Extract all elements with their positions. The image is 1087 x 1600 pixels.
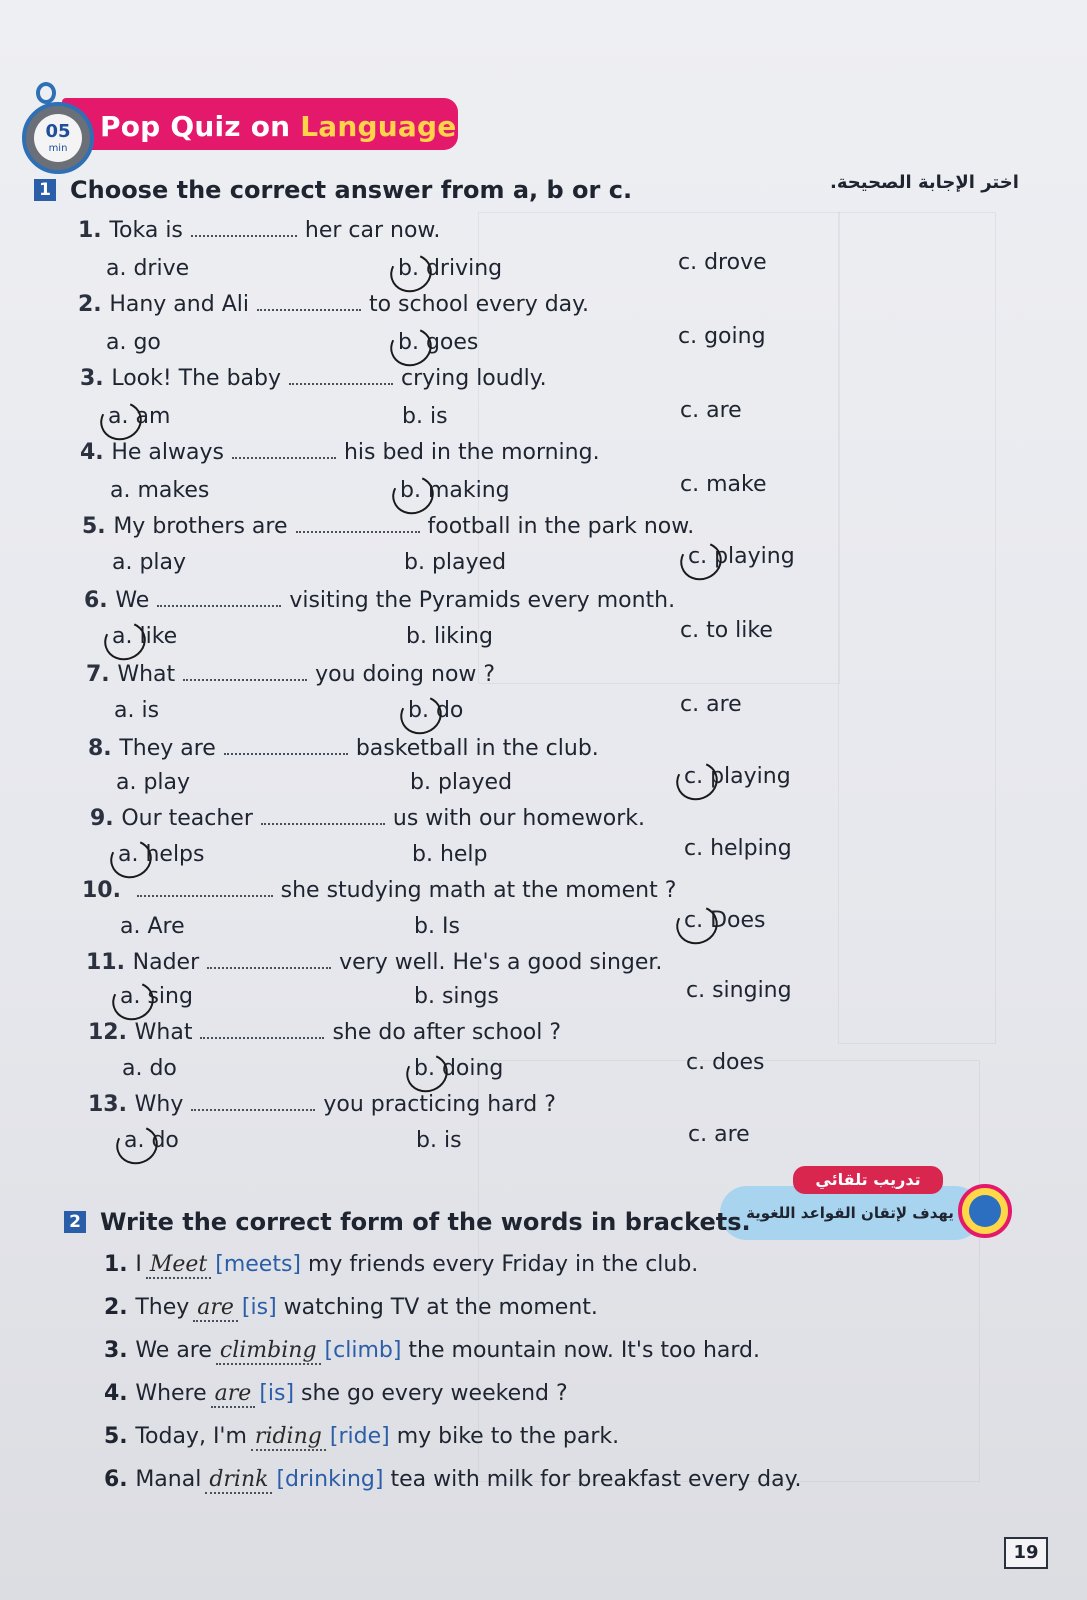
option-b: b. goes [398, 330, 479, 355]
question-text-after: she studying math at the moment ? [280, 878, 677, 903]
answer-blank [289, 369, 393, 385]
question-text-before: Our teacher [121, 806, 253, 831]
option-c: c. are [680, 692, 742, 717]
question-text-after: you practicing hard ? [323, 1092, 556, 1117]
option-b: b. doing [414, 1056, 504, 1081]
question-text-before: What [134, 1020, 193, 1045]
option-c: c. going [678, 324, 766, 349]
item-number: 6. [104, 1467, 136, 1492]
question-text-after: she do after school ? [332, 1020, 562, 1045]
alarm-clock-icon [958, 1184, 1012, 1238]
exercise-1-heading [34, 176, 632, 204]
question-number: 5. [82, 514, 114, 539]
option-a: a. is [114, 698, 160, 723]
question-number: 2. [78, 292, 110, 317]
option-a: a. makes [110, 478, 210, 503]
question-text-before: Look! The baby [111, 366, 282, 391]
item-text-before: Manal [135, 1467, 202, 1492]
answer-blank [296, 517, 420, 533]
option-a: a. am [108, 404, 171, 429]
question-text-after: to school every day. [368, 292, 590, 317]
bracket-word: [is] [241, 1295, 284, 1320]
item-number: 2. [104, 1295, 136, 1320]
question-number: 12. [88, 1020, 135, 1045]
item-text-after: my bike to the park. [396, 1424, 620, 1449]
answer-blank [261, 809, 385, 825]
option-c: c. are [680, 398, 742, 423]
option-b: b. is [402, 404, 448, 429]
bleed-through-table [838, 212, 996, 1044]
exercise-2-instruction: Write the correct form of the words in brackets. [100, 1208, 751, 1236]
question-text-after: her car now. [304, 218, 441, 243]
option-c: c. helping [684, 836, 792, 861]
option-c: c. playing [688, 544, 795, 569]
answer-blank [191, 221, 297, 237]
timer-knob [36, 82, 56, 104]
question-11 [86, 950, 662, 975]
question-4 [80, 440, 600, 465]
question-number: 6. [84, 588, 116, 613]
exercise-2-number: 2 [64, 1211, 86, 1233]
bracket-word: [meets] [215, 1252, 308, 1277]
answer-blank [137, 881, 273, 897]
answer-blank [207, 953, 331, 969]
handwritten-answer: riding [251, 1424, 326, 1451]
option-b: b. liking [406, 624, 493, 649]
bracket-word: [climb] [324, 1338, 409, 1363]
handwritten-answer: drink [205, 1467, 272, 1494]
question-text-after: you doing now ? [315, 662, 496, 687]
option-a: a. drive [106, 256, 190, 281]
option-a: a. do [124, 1128, 179, 1153]
bracket-word: [ride] [329, 1424, 397, 1449]
option-c: c. to like [680, 618, 773, 643]
question-number: 3. [80, 366, 112, 391]
item-text-before: Today, I'm [135, 1424, 247, 1449]
option-a: a. play [112, 550, 187, 575]
title-part-1: Pop Quiz on [100, 110, 291, 143]
stopwatch-icon [22, 102, 94, 174]
exercise-1-number: 1 [34, 179, 56, 201]
bracket-word: [is] [259, 1381, 302, 1406]
item-text-after: watching TV at the moment. [283, 1295, 598, 1320]
exercise-2-item-2 [104, 1295, 598, 1322]
item-text-before: I [135, 1252, 142, 1277]
handwritten-answer: climbing [216, 1338, 321, 1365]
question-text-after: visiting the Pyramids every month. [289, 588, 676, 613]
exercise-2-item-4 [104, 1381, 568, 1408]
exercise-2-item-6 [104, 1467, 801, 1494]
page-title [100, 110, 456, 143]
timer-unit: min [48, 143, 68, 154]
item-number: 4. [104, 1381, 136, 1406]
item-number: 5. [104, 1424, 136, 1449]
exercise-2-item-1 [104, 1252, 698, 1279]
question-number: 13. [88, 1092, 135, 1117]
question-text-before: Toka is [109, 218, 183, 243]
question-6 [84, 588, 675, 613]
question-text-before: Why [134, 1092, 184, 1117]
question-number: 11. [86, 950, 133, 975]
answer-blank [224, 739, 348, 755]
option-c: c. does [686, 1050, 765, 1075]
answer-blank [191, 1095, 315, 1111]
question-text-before: He always [111, 440, 224, 465]
exercise-1-arabic-instruction: اختر الإجابة الصحيحة. [830, 172, 1019, 193]
question-text-after: football in the park now. [427, 514, 695, 539]
option-b: b. Is [414, 914, 460, 939]
option-c: c. drove [678, 250, 767, 275]
question-number: 4. [80, 440, 112, 465]
option-b: b. do [408, 698, 464, 723]
question-text-before: We [115, 588, 150, 613]
question-text-before: They are [119, 736, 216, 761]
option-b: b. played [404, 550, 507, 575]
option-a: a. go [106, 330, 161, 355]
handwritten-answer: are [211, 1381, 256, 1408]
option-c: c. make [680, 472, 767, 497]
question-number: 7. [86, 662, 118, 687]
exercise-2-heading [64, 1208, 751, 1236]
option-b: b. is [416, 1128, 462, 1153]
question-5 [82, 514, 694, 539]
answer-blank [183, 665, 307, 681]
question-text-before: What [117, 662, 176, 687]
timer-number: 05 [45, 121, 71, 142]
question-number: 1. [78, 218, 110, 243]
item-number: 3. [104, 1338, 136, 1363]
question-9 [90, 806, 645, 831]
question-text-after: his bed in the morning. [343, 440, 600, 465]
item-text-after: my friends every Friday in the club. [307, 1252, 699, 1277]
answer-blank [157, 591, 281, 607]
question-number: 8. [88, 736, 120, 761]
question-text-before: Nader [132, 950, 200, 975]
option-a: a. helps [118, 842, 205, 867]
option-a: a. Are [120, 914, 185, 939]
question-text-after: very well. He's a good singer. [339, 950, 663, 975]
option-c: c. Does [684, 908, 766, 933]
tip-tag: تدريب تلقائي [793, 1166, 943, 1194]
question-12 [88, 1020, 561, 1045]
question-8 [88, 736, 599, 761]
question-number: 9. [90, 806, 122, 831]
option-b: b. making [400, 478, 510, 503]
handwritten-answer: Meet [146, 1252, 211, 1279]
option-b: b. help [412, 842, 488, 867]
option-b: b. driving [398, 256, 503, 281]
question-text-before: Hany and Ali [109, 292, 249, 317]
item-text-after: she go every weekend ? [301, 1381, 568, 1406]
option-b: b. sings [414, 984, 499, 1009]
answer-blank [257, 295, 361, 311]
answer-blank [232, 443, 336, 459]
question-text-after: us with our homework. [392, 806, 645, 831]
question-text-after: crying loudly. [401, 366, 547, 391]
option-a: a. sing [120, 984, 193, 1009]
question-text-after: basketball in the club. [355, 736, 599, 761]
option-b: b. played [410, 770, 513, 795]
item-text-after: tea with milk for breakfast every day. [390, 1467, 802, 1492]
item-text-before: They [135, 1295, 190, 1320]
option-a: a. play [116, 770, 191, 795]
question-3 [80, 366, 547, 391]
exercise-2-item-5 [104, 1424, 619, 1451]
tip-text: يهدف لإتقان القواعد اللغوية [746, 1204, 954, 1222]
question-1 [78, 218, 440, 243]
question-number: 10. [82, 878, 129, 903]
option-c: c. are [688, 1122, 750, 1147]
question-13 [88, 1092, 556, 1117]
page-number: 19 [1004, 1537, 1048, 1569]
question-7 [86, 662, 495, 687]
item-number: 1. [104, 1252, 136, 1277]
question-2 [78, 292, 589, 317]
handwritten-answer: are [193, 1295, 238, 1322]
item-text-before: Where [135, 1381, 207, 1406]
answer-blank [200, 1023, 324, 1039]
exercise-1-instruction: Choose the correct answer from a, b or c. [70, 176, 633, 204]
item-text-after: the mountain now. It's too hard. [408, 1338, 761, 1363]
option-a: a. do [122, 1056, 177, 1081]
question-10 [82, 878, 676, 903]
option-c: c. singing [686, 978, 792, 1003]
exercise-2-item-3 [104, 1338, 760, 1365]
item-text-before: We are [135, 1338, 212, 1363]
bracket-word: [drinking] [276, 1467, 391, 1492]
title-part-2: Language [300, 110, 457, 143]
option-c: c. playing [684, 764, 791, 789]
option-a: a. like [112, 624, 178, 649]
question-text-before: My brothers are [113, 514, 288, 539]
